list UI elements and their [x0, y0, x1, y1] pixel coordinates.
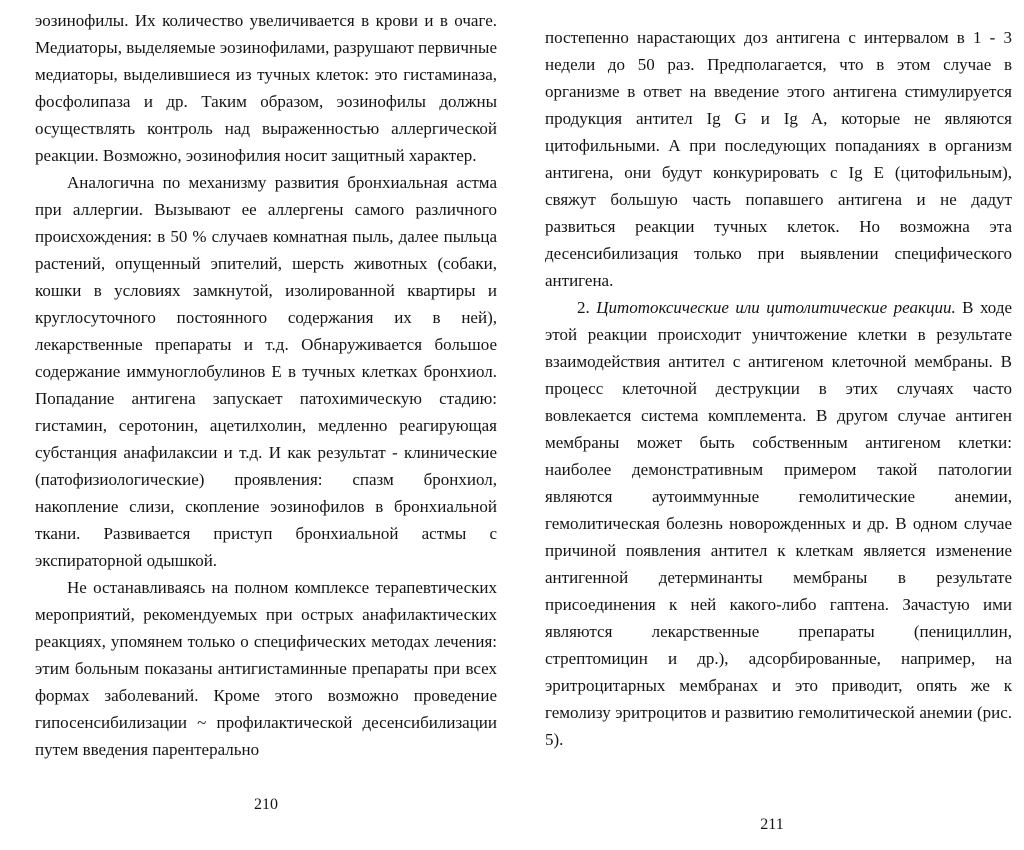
paragraph	[545, 294, 1012, 753]
paragraph: Аналогична по механизму развития бронхиальная астма при аллергии. Вызывают ее аллергены самого различного происхождения: в 50 % случаев комнатная пыль, далее пыльца растений, опущенный эпителий, шерсть животных (собаки, кошки в условиях замкнутой, изолированной квартиры и круглосуточного постоянного содержания их в ней), лекарственные препараты и т.д. Обнаруживается большое содержание иммуноглобулинов Е в тучных клетках бронхиол. Попадание антигена запускает патохимическую стадию: гистамин, серотонин, ацетилхолин, медленно реагирующая субстанция анафилаксии и т.д. И как результат - клинические (патофизиологические) проявления: спазм бронхиол, накопление слизи, скопление эозинофилов в бронхиальной ткани. Развивается приступ бронхиальной астмы с экспираторной одышкой.	[35, 173, 497, 570]
page-number-right: 211	[760, 816, 784, 833]
page-left	[35, 0, 497, 763]
paragraph: Не останавливаясь на полном комплексе терапевтических мероприятий, рекомендуемых при острых анафилактических реакциях, упомянем только о специфических методах лечения: этим больным показаны антигистаминные препараты при всех формах заболеваний. Кроме этого возможно проведение гипосенсибилизации ~ профилактической десенсибилизации путем введения парентерально	[35, 578, 497, 759]
paragraph: эозинофилы. Их количество увеличивается в крови и в очаге. Медиаторы, выделяемые эозинофилами, разрушают первичные медиаторы, выделившиеся из тучных клеток: это гистаминаза, фосфолипаза и др. Таким образом, эозинофилы должны осуществлять контроль над выраженностью аллергической реакции. Возможно, эозинофилия носит защитный характер.	[35, 11, 497, 165]
page-number-left: 210	[254, 796, 278, 813]
paragraph-item-number: 2.	[577, 298, 597, 317]
page-right-text-block	[545, 24, 1012, 753]
paragraph-text: В ходе этой реакции происходит уничтожение клетки в результате взаимодействия антител с антигеном клеточной мембраны. В процесс клеточной деструкции в этих случаях часто вовлекается система комплемента. В другом случае антиген мембраны может быть собственным антигеном клетки: наиболее демонстративным примером такой патологии являются аутоиммунные гемолитические анемии, гемолитическая болезнь новорожденных и др. В одном случае причиной появления антител к клеткам является изменение антигенной детерминанты мембраны в результате присоединения к ней какого-либо гаптена. Зачастую ими являются лекарственные препараты (пенициллин, стрептомицин и др.), адсорбированные, например, на эритроцитарных мембранах и это приводит, опять же к гемолизу эритроцитов и развитию гемолитической анемии (рис. 5).	[545, 298, 1013, 749]
page-left-text-block	[35, 7, 497, 763]
paragraph: постепенно нарастающих доз антигена с интервалом в 1 - 3 недели до 50 раз. Предполагается, что в этом случае в организме в ответ на введение этого антигена стимулируется продукция антител Ig G и Ig A, которые не являются цитофильными. А при последующих попаданиях в организм антигена, они будут конкурировать с Ig E (цитофильным), свяжут большую часть попавшего антигена и не дадут развиться реакции тучных клеток. Но возможна эта десенсибилизация только при выявлении специфического антигена.	[545, 28, 1012, 290]
paragraph-lead-italic: Цитотоксические или цитолитические реакции.	[596, 298, 956, 317]
page-right	[545, 0, 1012, 753]
